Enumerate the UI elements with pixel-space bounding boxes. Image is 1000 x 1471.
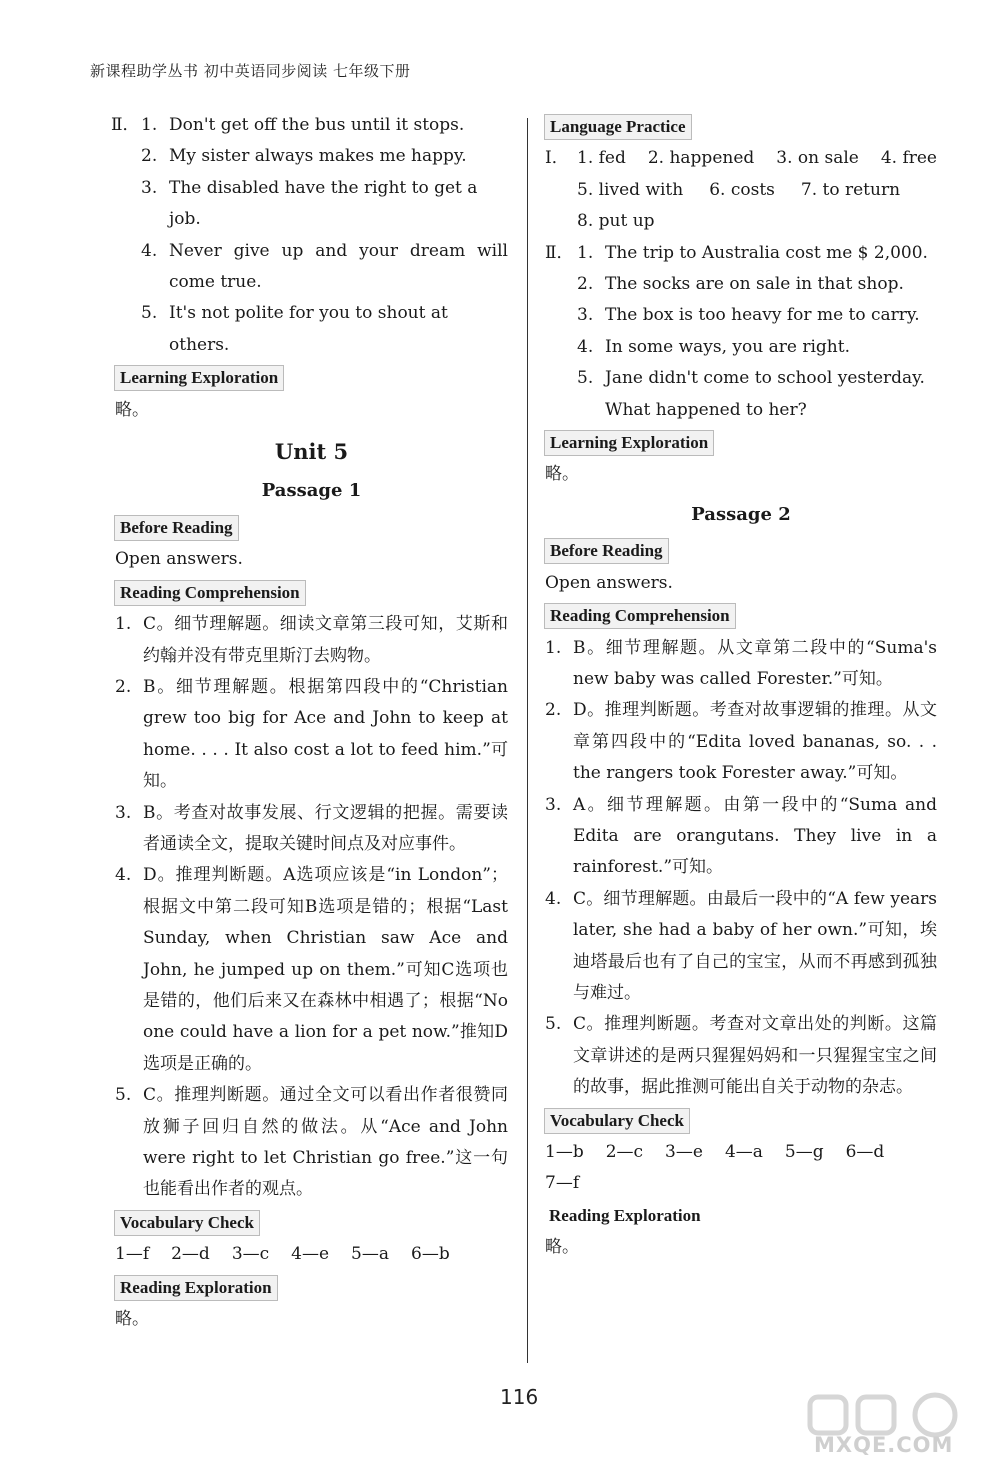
list-item: 2. B。细节理解题。根据第四段中的“Christian grew too big for Ace and John to keep at home. . . . It also cost a lot to feed him.”可知。 (115, 676, 508, 792)
list-row: 1. fed 2. happened 3. on sale 4. free (577, 148, 937, 169)
vocab-pair: 2—d (171, 1244, 210, 1265)
vocab-pair: 3—e (665, 1142, 703, 1162)
list-item: 3. B。考查对故事发展、行文逻辑的把握。需要读者通读全文，提取关键时间点及对应事件。 (115, 802, 508, 854)
vocab-pair: 7—f (545, 1173, 580, 1194)
list-item: 1. Don't get off the bus until it stops. (141, 115, 465, 135)
before-reading-text: Open answers. (115, 549, 243, 570)
vocab-pair: 4—e (291, 1244, 330, 1265)
list-item: 5. C。推理判断题。考查对文章出处的判断。这篇文章讲述的是两只猩猩妈妈和一只猩猩宝宝之间的故事，据此推测可能出自关于动物的杂志。 (545, 1014, 937, 1098)
list-item: 4. D。推理判断题。A选项应该是“in London”；根据文中第二段可知B选项是错的；根据“Last Sunday, when Christian saw Ace and John, he jumped up on them.”可知C选项也是错的，他们后来又在森林中相遇了；根据“No one could have a lion for a pet now.”推知D选项是正确的。 (115, 865, 508, 1074)
reading-exploration-text: 略。 (115, 1309, 149, 1330)
answer-group-i (545, 143, 937, 237)
list-item: 1. B。细节理解题。从文章第二段中的“Suma's new baby was called Forester.”可知。 (545, 637, 937, 689)
list-item: 3. The disabled have the right to get a job. (141, 177, 478, 230)
vocabulary-answers (545, 1137, 937, 1200)
roman-numeral: Ⅰ． (545, 148, 569, 169)
section-label-vocabulary-check: Vocabulary Check (544, 1108, 690, 1134)
answer-list (141, 110, 508, 361)
list-item: 2. My sister always makes me happy. (141, 146, 467, 167)
vocab-pair: 1—f (115, 1244, 150, 1265)
list-row: 5. lived with 6. costs 7. to return (577, 179, 901, 200)
column-divider (527, 118, 528, 1363)
list-item: 5. C。推理判断题。通过全文可以看出作者很赞同放狮子回归自然的做法。从“Ace and John were right to let Christian go free.”这一句也能看出作者的观点。 (115, 1085, 508, 1200)
learning-exploration-text: 略。 (115, 399, 149, 420)
list-item: 1. The trip to Australia cost me $ 2,000. (577, 242, 928, 263)
vocab-pair: 5—a (351, 1244, 389, 1265)
section-label-before-reading: Before Reading (114, 515, 239, 541)
before-reading-text: Open answers. (545, 572, 673, 593)
list-item: 4. C。细节理解题。由最后一段中的“A few years later, she had a baby of her own.”可知，埃迪塔最后也有了自己的宝宝，从而不再感到孤独与难过。 (545, 888, 937, 1003)
roman-numeral: Ⅱ． (545, 242, 574, 263)
passage-title: Passage 2 (691, 503, 791, 525)
vocab-pair: 3—c (231, 1244, 270, 1265)
list-item: 4. In some ways, you are right. (577, 336, 850, 357)
answer-group-ii (111, 110, 508, 361)
list-item: 2. D。推理判断题。考查对故事逻辑的推理。从文章第四段中的“Edita loved bananas, so. . . the rangers took Forester away.”可知。 (545, 700, 937, 784)
section-label-reading-exploration: Reading Exploration (114, 1275, 278, 1301)
vocab-pair: 5—g (784, 1142, 824, 1162)
passage-title: Passage 1 (261, 480, 362, 502)
reading-exploration-text: 略。 (545, 1237, 579, 1258)
watermark-logo (790, 1391, 990, 1461)
vocab-pair: 1—b (545, 1142, 584, 1162)
section-label-learning-exploration: Learning Exploration (544, 430, 714, 456)
vocabulary-answers (115, 1239, 508, 1270)
section-label-reading-comprehension: Reading Comprehension (544, 603, 736, 629)
section-label-vocabulary-check: Vocabulary Check (114, 1210, 260, 1236)
list-row: 8. put up (577, 211, 655, 232)
watermark-text: MXQE.COM (814, 1433, 954, 1457)
left-column (111, 110, 508, 1335)
section-label-before-reading: Before Reading (544, 538, 669, 564)
running-header: 新课程助学丛书 初中英语同步阅读 七年级下册 (90, 62, 411, 80)
answer-group-ii (545, 238, 937, 426)
section-label-language-practice: Language Practice (544, 114, 692, 140)
list-item: 5. Jane didn't come to school yesterday. What happened to her? (577, 368, 925, 420)
vocab-pair: 2—c (605, 1142, 644, 1162)
vocab-pair: 6—b (411, 1244, 450, 1265)
list-item: 3. A。细节理解题。由第一段中的“Suma and Edita are orangutans. They live in a rainforest.”可知。 (545, 794, 937, 878)
section-label-reading-exploration: Reading Exploration (549, 1205, 701, 1225)
vocab-pair: 4—a (724, 1142, 763, 1162)
list-item: 2. The socks are on sale in that shop. (577, 274, 904, 295)
section-label-reading-comprehension: Reading Comprehension (114, 580, 306, 606)
list-item: 3. The box is too heavy for me to carry. (577, 305, 920, 326)
section-label-learning-exploration: Learning Exploration (114, 365, 284, 391)
page-number: 116 (500, 1385, 539, 1409)
list-item: 1. C。细节理解题。细读文章第三段可知，艾斯和约翰并没有带克里斯汀去购物。 (115, 614, 508, 666)
list-item: 5. It's not polite for you to shout at others. (141, 303, 448, 355)
roman-numeral: Ⅱ． (111, 115, 140, 135)
vocab-pair: 6—d (845, 1142, 885, 1162)
right-column (545, 110, 937, 1264)
list-item: 4. Never give up and your dream will come true. (141, 240, 508, 293)
learning-exploration-text: 略。 (545, 464, 579, 485)
unit-title: Unit 5 (274, 439, 349, 465)
